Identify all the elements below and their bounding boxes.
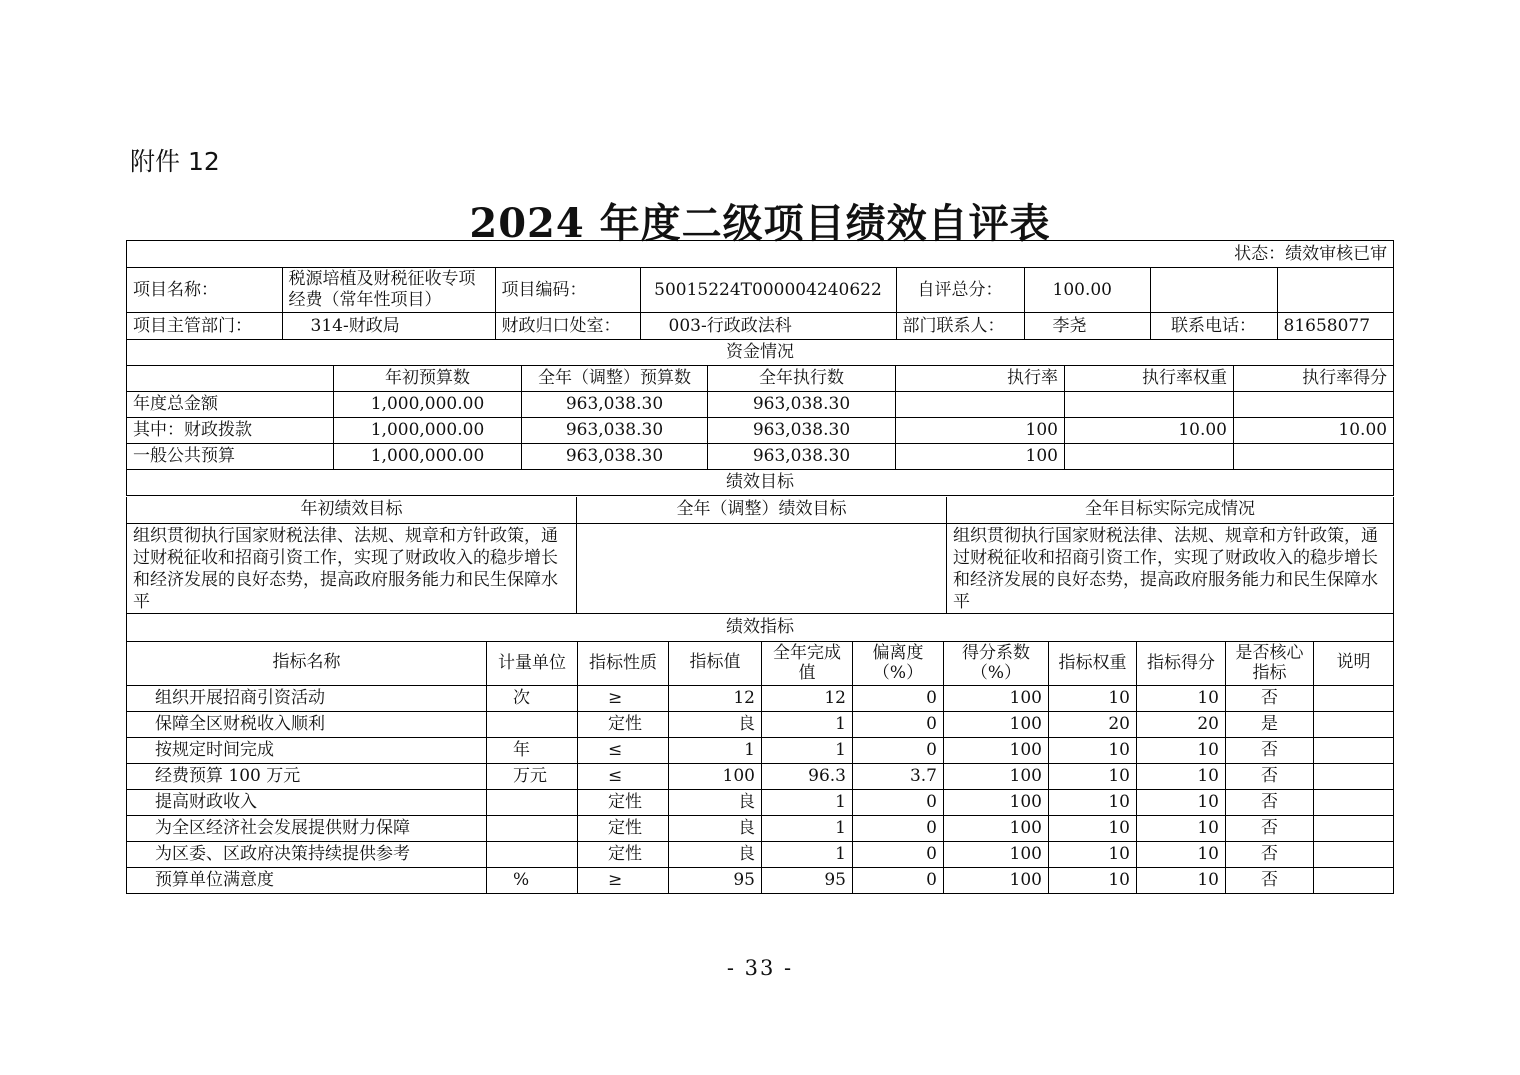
funds-row-name: 其中：财政拨款 bbox=[127, 418, 334, 444]
ind-header-core: 是否核心指标 bbox=[1226, 641, 1314, 685]
ind-name: 保障全区财税收入顺利 bbox=[127, 711, 487, 737]
empty-cell bbox=[1150, 268, 1277, 312]
self-score-label: 自评总分： bbox=[896, 268, 1024, 312]
ind-unit: 年 bbox=[487, 737, 578, 763]
ind-deviation: 3.7 bbox=[853, 763, 944, 789]
funds-row bbox=[127, 418, 1394, 444]
ind-coef: 100 bbox=[944, 711, 1049, 737]
indicators-section-title: 绩效指标 bbox=[127, 613, 1394, 641]
ind-unit bbox=[487, 841, 578, 867]
goal-actual-text: 组织贯彻执行国家财税法律、法规、规章和方针政策，通过财税征收和招商引资工作，实现了财政收入的稳步增长和经济发展的良好态势，提高政府服务能力和民生保障水平 bbox=[947, 523, 1394, 613]
ind-note bbox=[1314, 789, 1394, 815]
ind-weight: 10 bbox=[1049, 685, 1137, 711]
contact-label: 部门联系人： bbox=[896, 313, 1024, 339]
goal-header-actual: 全年目标实际完成情况 bbox=[947, 497, 1394, 523]
funds-header: 执行率权重 bbox=[1065, 366, 1234, 392]
ind-weight: 10 bbox=[1049, 763, 1137, 789]
empty-cell bbox=[1277, 268, 1394, 312]
ind-value: 良 bbox=[669, 789, 762, 815]
ind-score: 10 bbox=[1137, 763, 1226, 789]
funds-header-row bbox=[127, 366, 1394, 392]
funds-header: 全年执行数 bbox=[708, 366, 896, 392]
ind-coef: 100 bbox=[944, 841, 1049, 867]
ind-completed: 1 bbox=[762, 711, 853, 737]
funds-header: 全年（调整）预算数 bbox=[522, 366, 708, 392]
ind-completed: 1 bbox=[762, 737, 853, 763]
ind-name: 组织开展招商引资活动 bbox=[127, 685, 487, 711]
goal-header-initial: 年初绩效目标 bbox=[127, 497, 577, 523]
ind-coef: 100 bbox=[944, 867, 1049, 893]
ind-score: 10 bbox=[1137, 841, 1226, 867]
indicator-row bbox=[127, 815, 1394, 841]
ind-deviation: 0 bbox=[853, 867, 944, 893]
ind-header-value: 指标值 bbox=[669, 641, 762, 685]
ind-deviation: 0 bbox=[853, 815, 944, 841]
phone-value: 81658077 bbox=[1283, 315, 1371, 336]
contact-value: 李尧 bbox=[1024, 313, 1150, 339]
ind-completed: 12 bbox=[762, 685, 853, 711]
funds-section-title: 资金情况 bbox=[127, 340, 1394, 366]
ind-header-note: 说明 bbox=[1314, 641, 1394, 685]
funds-weight bbox=[1065, 444, 1234, 470]
funds-score bbox=[1234, 392, 1394, 418]
ind-header-coef: 得分系数（%） bbox=[944, 641, 1049, 685]
dept-label: 项目主管部门： bbox=[127, 313, 282, 339]
ind-coef: 100 bbox=[944, 763, 1049, 789]
funds-adjusted: 963,038.30 bbox=[522, 418, 708, 444]
ind-nature: 定性 bbox=[578, 815, 669, 841]
page-number: - 33 - bbox=[726, 956, 794, 980]
project-code-label: 项目编码： bbox=[495, 268, 640, 312]
office-value: 003-行政政法科 bbox=[640, 313, 896, 339]
ind-value: 良 bbox=[669, 711, 762, 737]
ind-note bbox=[1314, 841, 1394, 867]
funds-row-name: 年度总金额 bbox=[127, 392, 334, 418]
funds-executed: 963,038.30 bbox=[708, 444, 896, 470]
ind-note bbox=[1314, 711, 1394, 737]
ind-core: 是 bbox=[1226, 711, 1314, 737]
funds-rate: 100 bbox=[896, 444, 1065, 470]
ind-completed: 1 bbox=[762, 789, 853, 815]
project-name-value: 税源培植及财税征收专项经费（常年性项目） bbox=[282, 268, 495, 312]
indicator-row bbox=[127, 763, 1394, 789]
ind-header-weight: 指标权重 bbox=[1049, 641, 1137, 685]
page-title: 2024 年度二级项目绩效自评表 bbox=[469, 200, 1051, 247]
ind-score: 20 bbox=[1137, 711, 1226, 737]
ind-core: 否 bbox=[1226, 841, 1314, 867]
ind-score: 10 bbox=[1137, 815, 1226, 841]
funds-adjusted: 963,038.30 bbox=[522, 444, 708, 470]
funds-adjusted: 963,038.30 bbox=[522, 392, 708, 418]
ind-deviation: 0 bbox=[853, 841, 944, 867]
indicators-table bbox=[126, 641, 1394, 894]
ind-coef: 100 bbox=[944, 737, 1049, 763]
ind-nature: 定性 bbox=[578, 711, 669, 737]
ind-completed: 95 bbox=[762, 867, 853, 893]
attachment-label: 附件 12 bbox=[130, 147, 220, 176]
ind-unit bbox=[487, 815, 578, 841]
ind-completed: 96.3 bbox=[762, 763, 853, 789]
goal-header-adjusted: 全年（调整）绩效目标 bbox=[577, 497, 947, 523]
goal-initial-text: 组织贯彻执行国家财税法律、法规、规章和方针政策，通过财税征收和招商引资工作，实现了财政收入的稳步增长和经济发展的良好态势，提高政府服务能力和民生保障水平 bbox=[127, 523, 577, 613]
ind-note bbox=[1314, 815, 1394, 841]
ind-header-deviation: 偏离度（%） bbox=[853, 641, 944, 685]
ind-nature: ≥ bbox=[578, 867, 669, 893]
ind-name: 为全区经济社会发展提供财力保障 bbox=[127, 815, 487, 841]
ind-nature: 定性 bbox=[578, 789, 669, 815]
funds-score bbox=[1234, 444, 1394, 470]
ind-deviation: 0 bbox=[853, 685, 944, 711]
ind-weight: 10 bbox=[1049, 789, 1137, 815]
ind-header-score: 指标得分 bbox=[1137, 641, 1226, 685]
status-text: 状态：绩效审核已审 bbox=[127, 241, 1394, 268]
ind-header-completed: 全年完成值 bbox=[762, 641, 853, 685]
ind-name: 按规定时间完成 bbox=[127, 737, 487, 763]
ind-core: 否 bbox=[1226, 737, 1314, 763]
funds-row bbox=[127, 444, 1394, 470]
indicator-row bbox=[127, 867, 1394, 893]
goals-table bbox=[126, 497, 1394, 642]
phone-label: 联系电话： bbox=[1150, 313, 1277, 339]
project-name-label: 项目名称： bbox=[127, 268, 282, 312]
project-dept-row bbox=[127, 313, 1394, 339]
ind-core: 否 bbox=[1226, 763, 1314, 789]
indicators-header-row bbox=[127, 641, 1394, 685]
ind-core: 否 bbox=[1226, 815, 1314, 841]
ind-score: 10 bbox=[1137, 685, 1226, 711]
ind-score: 10 bbox=[1137, 737, 1226, 763]
ind-note bbox=[1314, 763, 1394, 789]
ind-name: 提高财政收入 bbox=[127, 789, 487, 815]
ind-value: 95 bbox=[669, 867, 762, 893]
goal-adjusted-text bbox=[577, 523, 947, 613]
project-code-value: 50015224T000004240622 bbox=[640, 268, 896, 312]
ind-nature: ≤ bbox=[578, 763, 669, 789]
ind-unit: % bbox=[487, 867, 578, 893]
ind-header-name: 指标名称 bbox=[127, 641, 487, 685]
ind-name: 预算单位满意度 bbox=[127, 867, 487, 893]
ind-unit: 万元 bbox=[487, 763, 578, 789]
ind-nature: ≤ bbox=[578, 737, 669, 763]
ind-name: 经费预算 100 万元 bbox=[127, 763, 487, 789]
office-label: 财政归口处室： bbox=[495, 313, 640, 339]
ind-coef: 100 bbox=[944, 685, 1049, 711]
indicator-row bbox=[127, 685, 1394, 711]
funds-weight bbox=[1065, 392, 1234, 418]
ind-value: 1 bbox=[669, 737, 762, 763]
project-funds-table bbox=[126, 240, 1394, 496]
self-score-value: 100.00 bbox=[1024, 268, 1150, 312]
ind-weight: 20 bbox=[1049, 711, 1137, 737]
ind-unit bbox=[487, 711, 578, 737]
ind-name: 为区委、区政府决策持续提供参考 bbox=[127, 841, 487, 867]
funds-executed: 963,038.30 bbox=[708, 418, 896, 444]
funds-row bbox=[127, 392, 1394, 418]
ind-deviation: 0 bbox=[853, 789, 944, 815]
project-info-row bbox=[127, 268, 1394, 312]
ind-value: 良 bbox=[669, 815, 762, 841]
goals-section-title: 绩效目标 bbox=[127, 470, 1394, 496]
ind-completed: 1 bbox=[762, 841, 853, 867]
ind-note bbox=[1314, 867, 1394, 893]
ind-nature: ≥ bbox=[578, 685, 669, 711]
funds-header: 年初预算数 bbox=[334, 366, 522, 392]
funds-header: 执行率得分 bbox=[1234, 366, 1394, 392]
funds-rate bbox=[896, 392, 1065, 418]
ind-value: 良 bbox=[669, 841, 762, 867]
funds-score: 10.00 bbox=[1234, 418, 1394, 444]
ind-value: 12 bbox=[669, 685, 762, 711]
ind-score: 10 bbox=[1137, 867, 1226, 893]
ind-deviation: 0 bbox=[853, 711, 944, 737]
ind-weight: 10 bbox=[1049, 867, 1137, 893]
ind-header-unit: 计量单位 bbox=[487, 641, 578, 685]
ind-unit bbox=[487, 789, 578, 815]
funds-rate: 100 bbox=[896, 418, 1065, 444]
ind-coef: 100 bbox=[944, 815, 1049, 841]
ind-core: 否 bbox=[1226, 867, 1314, 893]
ind-note bbox=[1314, 685, 1394, 711]
funds-executed: 963,038.30 bbox=[708, 392, 896, 418]
ind-value: 100 bbox=[669, 763, 762, 789]
ind-note bbox=[1314, 737, 1394, 763]
funds-initial: 1,000,000.00 bbox=[334, 444, 522, 470]
indicator-row bbox=[127, 711, 1394, 737]
ind-score: 10 bbox=[1137, 789, 1226, 815]
ind-coef: 100 bbox=[944, 789, 1049, 815]
indicator-row bbox=[127, 789, 1394, 815]
dept-value: 314-财政局 bbox=[282, 313, 495, 339]
ind-nature: 定性 bbox=[578, 841, 669, 867]
ind-deviation: 0 bbox=[853, 737, 944, 763]
funds-weight: 10.00 bbox=[1065, 418, 1234, 444]
indicator-row bbox=[127, 841, 1394, 867]
ind-core: 否 bbox=[1226, 685, 1314, 711]
funds-header bbox=[127, 366, 334, 392]
ind-header-nature: 指标性质 bbox=[578, 641, 669, 685]
funds-initial: 1,000,000.00 bbox=[334, 392, 522, 418]
indicator-row bbox=[127, 737, 1394, 763]
ind-completed: 1 bbox=[762, 815, 853, 841]
indicators-body bbox=[127, 685, 1394, 893]
ind-core: 否 bbox=[1226, 789, 1314, 815]
funds-header: 执行率 bbox=[896, 366, 1065, 392]
ind-weight: 10 bbox=[1049, 841, 1137, 867]
ind-weight: 10 bbox=[1049, 737, 1137, 763]
ind-unit: 次 bbox=[487, 685, 578, 711]
funds-row-name: 一般公共预算 bbox=[127, 444, 334, 470]
ind-weight: 10 bbox=[1049, 815, 1137, 841]
funds-initial: 1,000,000.00 bbox=[334, 418, 522, 444]
